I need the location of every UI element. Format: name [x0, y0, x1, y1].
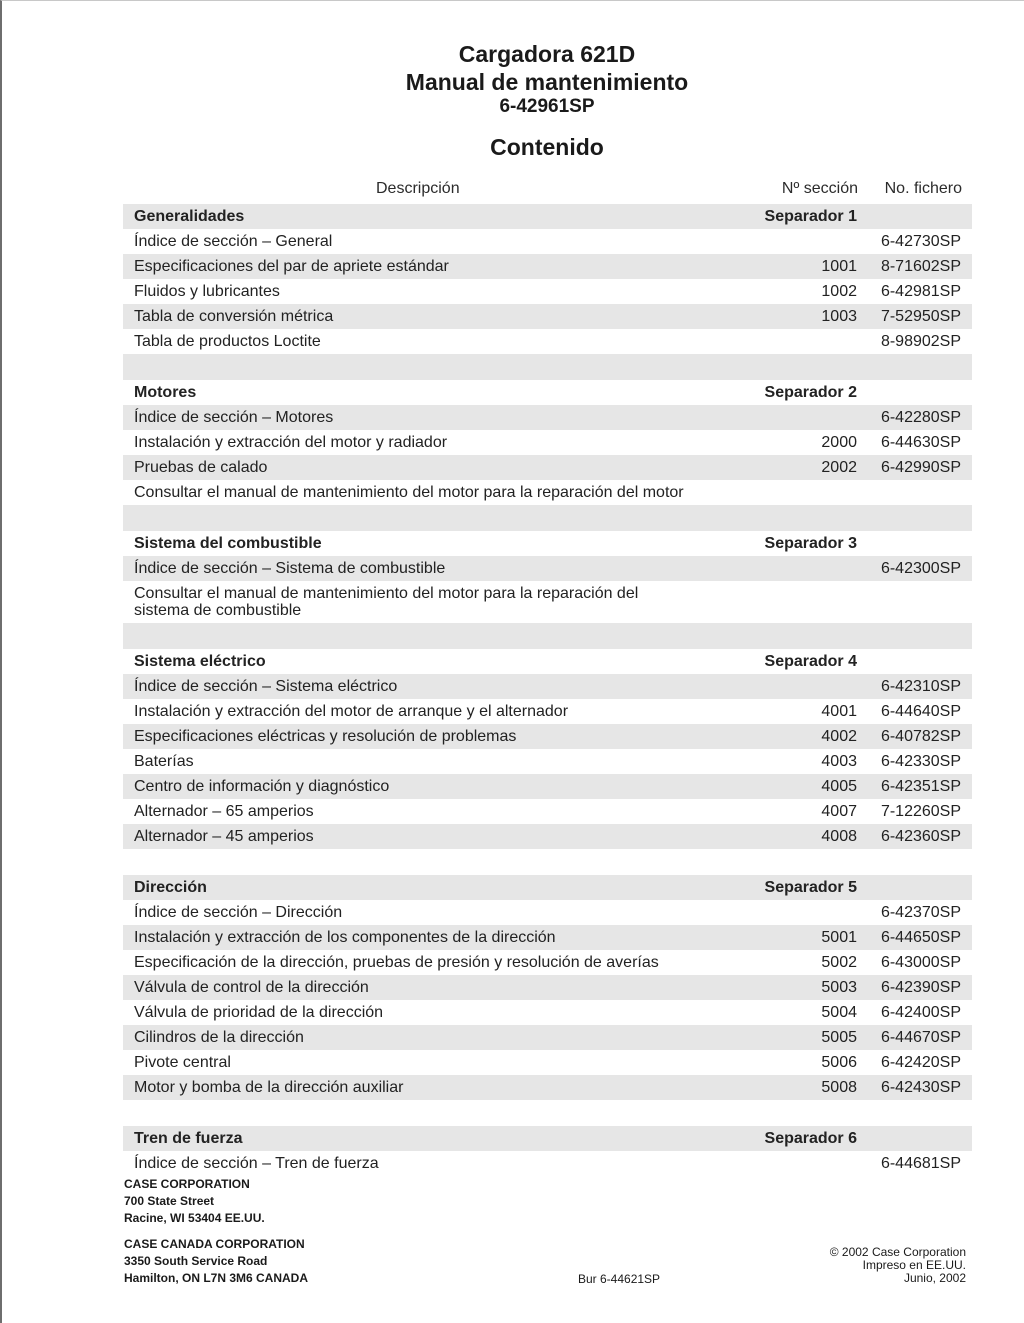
row-file-number: 6-42300SP [880, 560, 961, 577]
spacer-row [123, 354, 972, 380]
row-description: Dirección [134, 879, 207, 896]
row-file-number: 6-42360SP [880, 828, 961, 845]
company-city: Racine, WI 53404 EE.UU. [124, 1211, 265, 1225]
row-section-number: Separador 2 [764, 384, 857, 401]
row-file-number: 6-42370SP [880, 904, 961, 921]
table-row [123, 824, 972, 849]
row-description: Tabla de conversión métrica [134, 308, 334, 325]
row-description: Sistema eléctrico [134, 653, 266, 670]
row-description: Instalación y extracción de los componentes de la dirección [134, 929, 556, 946]
table-row [123, 699, 972, 724]
row-description: Índice de sección – Sistema de combustible [134, 560, 446, 577]
row-description: Especificaciones eléctricas y resolución de problemas [134, 728, 517, 745]
row-description: Válvula de prioridad de la dirección [134, 1004, 384, 1021]
table-row [123, 581, 972, 623]
column-header-file: No. fichero [884, 180, 962, 197]
row-section-number: 2002 [821, 459, 857, 476]
row-section-number: Separador 1 [764, 208, 857, 225]
row-file-number: 6-42420SP [880, 1054, 961, 1071]
row-description: Centro de información y diagnóstico [134, 778, 390, 795]
row-section-number: 4008 [821, 828, 857, 845]
row-file-number: 6-42981SP [880, 283, 961, 300]
row-file-number: 6-42310SP [880, 678, 961, 695]
section-header-row [123, 380, 972, 405]
row-section-number: Separador 4 [764, 653, 857, 670]
printed-in: Impreso en EE.UU. [862, 1258, 966, 1272]
section-header-row [123, 1126, 972, 1151]
row-file-number: 6-42330SP [880, 753, 961, 770]
row-section-number: Separador 5 [764, 879, 857, 896]
row-description: Motor y bomba de la dirección auxiliar [134, 1079, 404, 1096]
row-section-number: 4002 [821, 728, 857, 745]
table-row [123, 254, 972, 279]
row-file-number: 8-98902SP [880, 333, 961, 350]
row-file-number: 6-42430SP [880, 1079, 961, 1096]
company-name: CASE CANADA CORPORATION [124, 1237, 305, 1251]
row-section-number: 4001 [821, 703, 857, 720]
column-header-description: Descripción [376, 180, 460, 197]
table-row [123, 229, 972, 254]
table-row [123, 749, 972, 774]
table-row [123, 430, 972, 455]
row-file-number: 6-44670SP [880, 1029, 961, 1046]
row-section-number: 5006 [821, 1054, 857, 1071]
company-city: Hamilton, ON L7N 3M6 CANADA [124, 1271, 309, 1285]
row-section-number: 5002 [821, 954, 857, 971]
row-file-number: 7-12260SP [880, 803, 961, 820]
row-description: Instalación y extracción del motor y radiador [134, 434, 448, 451]
row-description: Cilindros de la dirección [134, 1029, 304, 1046]
section-header-row [123, 649, 972, 674]
row-section-number: 5001 [821, 929, 857, 946]
document-number: 6-42961SP [499, 96, 595, 117]
section-header-row [123, 875, 972, 900]
row-description: Alternador – 65 amperios [134, 803, 314, 820]
contents-table [123, 204, 972, 1176]
copyright: © 2002 Case Corporation [829, 1245, 966, 1259]
row-description: Generalidades [134, 208, 245, 225]
row-file-number: 7-52950SP [880, 308, 961, 325]
row-file-number: 6-43000SP [880, 954, 961, 971]
spacer-row [123, 623, 972, 649]
print-info [830, 1246, 966, 1285]
row-description: Consultar el manual de mantenimiento del motor para la reparación del sistema de combustible [134, 585, 639, 619]
column-header-section: Nº sección [781, 180, 858, 197]
row-file-number: 6-44640SP [880, 703, 961, 720]
row-file-number: 6-44650SP [880, 929, 961, 946]
table-row [123, 925, 972, 950]
table-row [123, 900, 972, 925]
table-row [123, 950, 972, 975]
address-case-canada [124, 1236, 308, 1287]
row-description: Pivote central [134, 1054, 231, 1071]
table-row [123, 1025, 972, 1050]
row-file-number: 6-42351SP [880, 778, 961, 795]
row-file-number: 6-44681SP [880, 1155, 961, 1172]
row-file-number: 6-42730SP [880, 233, 961, 250]
row-description: Especificación de la dirección, pruebas de presión y resolución de averías [134, 954, 659, 971]
table-row [123, 975, 972, 1000]
row-description: Especificaciones del par de apriete estándar [134, 258, 449, 275]
row-description: Fluidos y lubricantes [134, 283, 280, 300]
document-subtitle: Manual de mantenimiento [405, 69, 689, 95]
document-header [0, 40, 1024, 118]
table-row [123, 1151, 972, 1176]
table-row [123, 329, 972, 354]
row-section-number: 5004 [821, 1004, 857, 1021]
row-description: Índice de sección – Dirección [134, 904, 343, 921]
table-row [123, 279, 972, 304]
row-description: Índice de sección – General [134, 233, 333, 250]
row-section-number: 5003 [821, 979, 857, 996]
table-row [123, 405, 972, 430]
table-row [123, 799, 972, 824]
spacer-row [123, 505, 972, 531]
table-row [123, 480, 972, 505]
row-section-number: 4007 [821, 803, 857, 820]
row-section-number: 4003 [821, 753, 857, 770]
row-section-number: 1002 [821, 283, 857, 300]
row-section-number: 5005 [821, 1029, 857, 1046]
company-street: 3350 South Service Road [124, 1254, 268, 1268]
contents-heading: Contenido [490, 134, 604, 160]
row-file-number: 6-40782SP [880, 728, 961, 745]
row-description: Alternador – 45 amperios [134, 828, 314, 845]
row-section-number: Separador 3 [764, 535, 857, 552]
table-row [123, 674, 972, 699]
row-file-number: 6-42990SP [880, 459, 961, 476]
table-row [123, 724, 972, 749]
row-description: Baterías [134, 753, 194, 770]
row-description: Motores [134, 384, 197, 401]
row-description: Tren de fuerza [134, 1130, 243, 1147]
row-section-number: 2000 [821, 434, 857, 451]
table-row [123, 455, 972, 480]
row-file-number: 6-44630SP [880, 434, 961, 451]
bur-number: Bur 6-44621SP [578, 1272, 661, 1286]
row-description: Consultar el manual de mantenimiento del motor para la reparación del motor [134, 484, 684, 501]
row-description: Índice de sección – Tren de fuerza [134, 1155, 379, 1172]
table-row [123, 1050, 972, 1075]
row-description: Pruebas de calado [134, 459, 268, 476]
section-header-row [123, 531, 972, 556]
table-row [123, 304, 972, 329]
address-case-corporation [124, 1176, 265, 1227]
row-description: Índice de sección – Sistema eléctrico [134, 678, 398, 695]
print-date: Junio, 2002 [903, 1271, 966, 1285]
company-street: 700 State Street [124, 1194, 215, 1208]
row-file-number: 6-42280SP [880, 409, 961, 426]
spacer-row [123, 849, 972, 875]
table-row [123, 1000, 972, 1025]
row-section-number: 1003 [821, 308, 857, 325]
table-row [123, 556, 972, 581]
row-description: Índice de sección – Motores [134, 409, 334, 426]
table-row [123, 774, 972, 799]
spacer-row [123, 1100, 972, 1126]
row-section-number: 5008 [821, 1079, 857, 1096]
row-description: Válvula de control de la dirección [134, 979, 369, 996]
row-section-number: Separador 6 [764, 1130, 857, 1147]
table-row [123, 1075, 972, 1100]
row-section-number: 1001 [821, 258, 857, 275]
row-description: Tabla de productos Loctite [134, 333, 321, 350]
row-section-number: 4005 [821, 778, 857, 795]
row-description: Sistema del combustible [134, 535, 322, 552]
row-file-number: 6-42390SP [880, 979, 961, 996]
document-title: Cargadora 621D [458, 41, 636, 67]
row-file-number: 8-71602SP [880, 258, 961, 275]
row-description: Instalación y extracción del motor de arranque y el alternador [134, 703, 569, 720]
row-file-number: 6-42400SP [880, 1004, 961, 1021]
company-name: CASE CORPORATION [124, 1177, 250, 1191]
section-header-row [123, 204, 972, 229]
